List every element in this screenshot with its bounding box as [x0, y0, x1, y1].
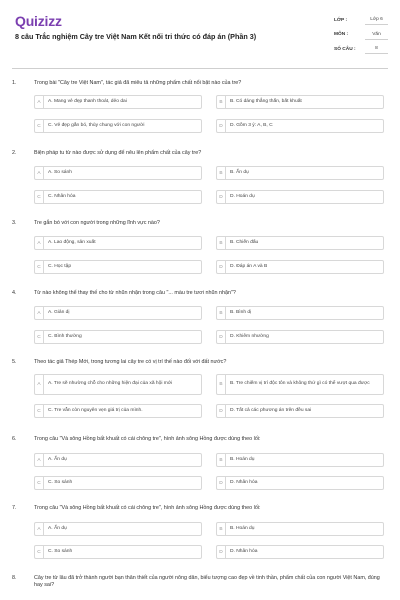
option-text: B. Ẩn dụ — [230, 169, 249, 175]
option-text: B. Chiến đấu — [230, 239, 259, 245]
option-text: A. So sánh — [48, 169, 72, 175]
meta-label: LỚP : — [334, 17, 348, 23]
meta-value: 8 — [365, 44, 388, 54]
option-text: B. Tre chiếm vị trí độc tôn và không thứ gì có thể vượt qua được — [230, 381, 370, 387]
option-letter: A — [35, 167, 44, 179]
question-text: Cây tre từ lâu đã trở thành người bạn thân thiết của người nông dân, biểu tượng cao đẹp về tinh thần, phẩm chất của con người Việt Nam, đúng hay sai? — [34, 575, 380, 588]
option-letter: D — [217, 331, 226, 343]
question-text: Từ nào không thể thay thế cho từ nhũn nhặn trong câu "... màu tre tươi nhũn nhặn"? — [34, 290, 236, 296]
header-divider — [12, 68, 388, 69]
option-a[interactable] — [34, 522, 202, 536]
option-letter: A — [35, 307, 44, 319]
option-a[interactable] — [34, 453, 202, 467]
option-c[interactable] — [34, 119, 202, 133]
option-letter: C — [35, 546, 44, 558]
option-a[interactable] — [34, 236, 202, 250]
option-a[interactable] — [34, 306, 202, 320]
question-text: Biện pháp tu từ nào được sử dụng để nêu lên phẩm chất của cây tre? — [34, 150, 202, 156]
option-c[interactable] — [34, 330, 202, 344]
option-d[interactable] — [216, 119, 384, 133]
option-text: C. Bình thường — [48, 333, 82, 339]
meta-value: Văn — [365, 30, 388, 40]
option-text: C. So sánh — [48, 479, 73, 485]
option-letter: B — [217, 307, 226, 319]
question-text: Trong bài "Cây tre Việt Nam", tác giả đã miêu tả những phẩm chất nổi bật nào của tre? — [34, 80, 242, 86]
quizizz-logo: Quizizz — [15, 13, 62, 29]
option-text: D. Khiêm nhường — [230, 333, 269, 339]
question-number: 8. — [12, 575, 17, 581]
option-b[interactable] — [216, 166, 384, 180]
option-letter: B — [217, 167, 226, 179]
option-b[interactable] — [216, 522, 384, 536]
meta-label: SỐ CÂU : — [334, 46, 356, 52]
option-letter: A — [35, 96, 44, 108]
option-letter: D — [217, 261, 226, 273]
question-number: 3. — [12, 220, 17, 226]
option-b[interactable] — [216, 306, 384, 320]
question-text: Trong câu "Và sông Hồng bất khuất có cái chông tre", hình ảnh sông Hồng được dùng theo lối: — [34, 505, 261, 511]
option-letter: A — [35, 375, 44, 394]
option-b[interactable] — [216, 95, 384, 109]
option-text: A. Ẩn dụ — [48, 525, 67, 531]
question-text: Trong câu "Và sông Hồng bất khuất có cái chông tre", hình ảnh sông Hồng được dùng theo lối: — [34, 436, 261, 442]
question-number: 5. — [12, 359, 17, 365]
option-a[interactable] — [34, 166, 202, 180]
option-text: A. Ẩn dụ — [48, 456, 67, 462]
question-number: 6. — [12, 436, 17, 442]
option-letter: B — [217, 454, 226, 466]
question-text: Theo tác giả Thép Mới, trong tương lai cây tre có vị trí thế nào đối với đất nước? — [34, 359, 227, 365]
worksheet-title: 8 câu Trắc nghiệm Cây tre Việt Nam Kết nối tri thức có đáp án (Phần 3) — [15, 32, 257, 41]
question-number: 1. — [12, 80, 17, 86]
option-letter: A — [35, 523, 44, 535]
option-a[interactable] — [34, 374, 202, 395]
meta-row-subject — [334, 28, 388, 43]
option-letter: A — [35, 237, 44, 249]
option-letter: B — [217, 96, 226, 108]
option-c[interactable] — [34, 260, 202, 274]
option-letter: C — [35, 191, 44, 203]
option-c[interactable] — [34, 545, 202, 559]
option-text: D. Nhân hóa — [230, 548, 258, 554]
option-b[interactable] — [216, 236, 384, 250]
option-text: A. Giản dị — [48, 309, 70, 315]
meta-row-grade — [334, 13, 388, 28]
option-text: A. Mang vẻ đẹp thanh thoát, dẻo dai — [48, 98, 127, 104]
option-c[interactable] — [34, 190, 202, 204]
option-text: B. Hoán dụ — [230, 456, 255, 462]
option-text: D. Hoán dụ — [230, 193, 255, 199]
option-letter: A — [35, 454, 44, 466]
option-text: C. So sánh — [48, 548, 73, 554]
option-letter: D — [217, 546, 226, 558]
option-text: C. Học tập — [48, 263, 72, 269]
option-letter: D — [217, 191, 226, 203]
option-text: D. Đáp án A và B — [230, 263, 268, 269]
option-text: C. Nhân hóa — [48, 193, 76, 199]
meta-row-question-count — [334, 42, 388, 57]
option-b[interactable] — [216, 453, 384, 467]
option-d[interactable] — [216, 404, 384, 418]
option-letter: D — [217, 405, 226, 417]
option-text: B. Bình dị — [230, 309, 252, 315]
option-text: A. Lao động, sản xuất — [48, 239, 96, 245]
option-d[interactable] — [216, 476, 384, 490]
question-number: 7. — [12, 505, 17, 511]
worksheet-meta — [334, 13, 388, 57]
meta-value: Lớp 6 — [365, 15, 388, 25]
question-text: Tre gắn bó với con người trong những lĩnh vực nào? — [34, 220, 160, 226]
option-text: D. Nhân hóa — [230, 479, 258, 485]
option-letter: B — [217, 523, 226, 535]
option-d[interactable] — [216, 330, 384, 344]
option-text: B. Có dáng thẳng thắn, bất khuất — [230, 98, 302, 104]
question-number: 4. — [12, 290, 17, 296]
option-letter: B — [217, 375, 226, 394]
option-d[interactable] — [216, 260, 384, 274]
option-letter: C — [35, 261, 44, 273]
option-text: C. Vẻ đẹp gắn bó, thủy chung với con người — [48, 122, 145, 128]
question-number: 2. — [12, 150, 17, 156]
option-letter: B — [217, 237, 226, 249]
option-text: B. Hoán dụ — [230, 525, 255, 531]
option-c[interactable] — [34, 476, 202, 490]
option-d[interactable] — [216, 190, 384, 204]
option-text: D. Tất cả các phương án trên đều sai — [230, 407, 312, 413]
option-a[interactable] — [34, 95, 202, 109]
option-text: D. Gồm 3 ý: A, B, C — [230, 122, 273, 128]
option-letter: C — [35, 120, 44, 132]
option-b[interactable] — [216, 374, 384, 395]
option-letter: D — [217, 477, 226, 489]
option-letter: C — [35, 477, 44, 489]
meta-label: MÔN : — [334, 32, 349, 38]
option-letter: C — [35, 405, 44, 417]
option-c[interactable] — [34, 404, 202, 418]
option-text: A. Tre sẽ nhường chỗ cho những hiện đại của xã hội mới — [48, 381, 173, 387]
option-text: C. Tre vẫn còn nguyên vẹn giá trị của mình. — [48, 407, 143, 413]
option-letter: D — [217, 120, 226, 132]
option-d[interactable] — [216, 545, 384, 559]
option-letter: C — [35, 331, 44, 343]
